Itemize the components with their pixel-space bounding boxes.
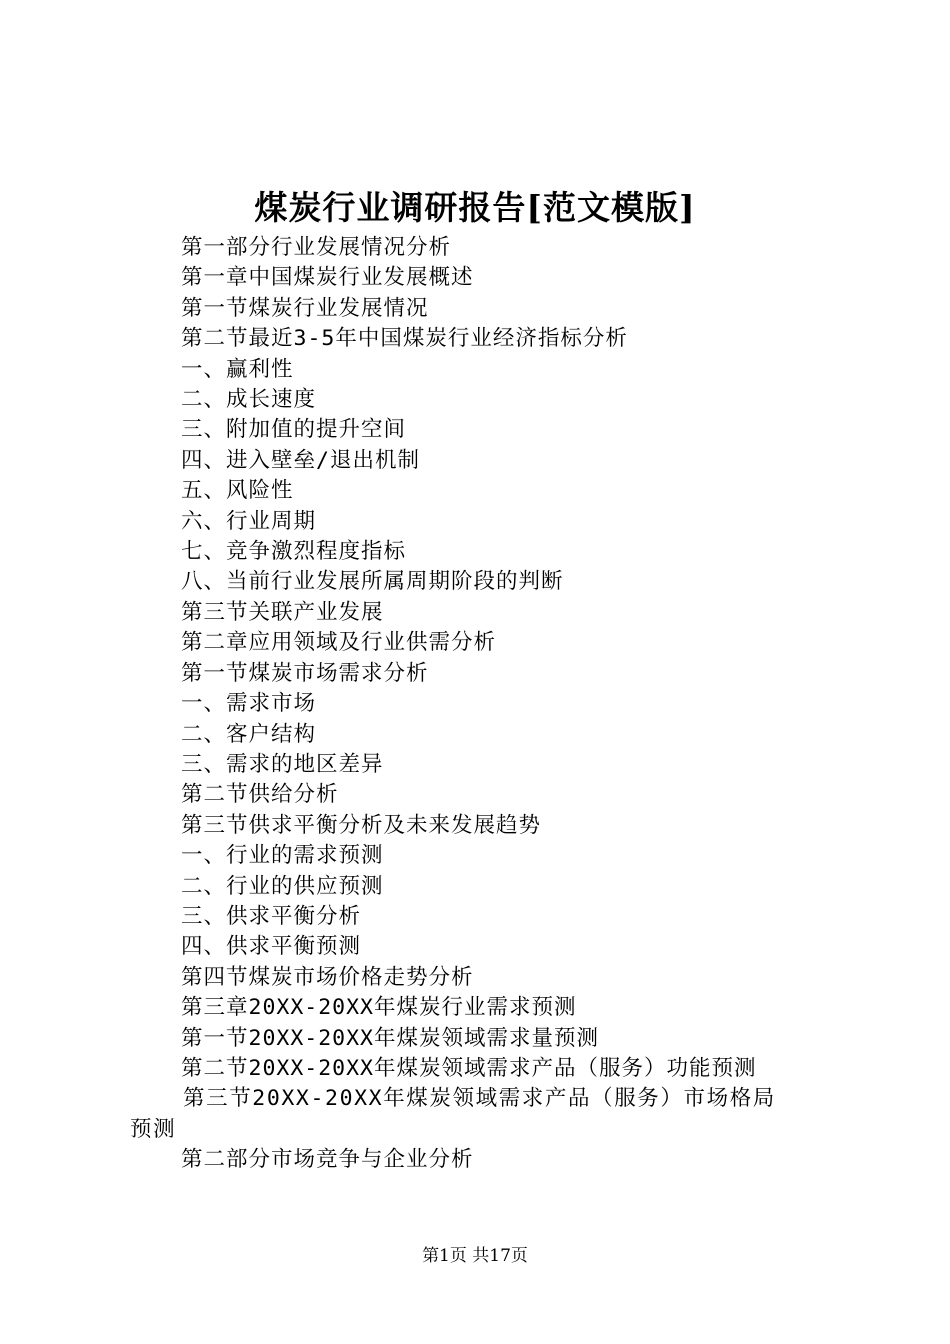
- outline-line: 第三章20XX-20XX年煤炭行业需求预测: [181, 995, 577, 1021]
- outline-line: 第二章应用领域及行业供需分析: [181, 630, 497, 656]
- wrapped-line-first: 第三节20XX-20XX年煤炭领域需求产品（服务）市场格局: [183, 1086, 776, 1112]
- outline-line: 二、行业的供应预测: [181, 873, 384, 899]
- outline-line: 三、供求平衡分析: [181, 903, 362, 929]
- outline-line: 六、行业周期: [181, 508, 317, 534]
- outline-line: 第一章中国煤炭行业发展概述: [181, 265, 474, 291]
- outline-line: 第一节煤炭行业发展情况: [181, 295, 429, 321]
- outline-line: 第四节煤炭市场价格走势分析: [181, 964, 474, 990]
- outline-line-wrapped: [130, 1084, 840, 1145]
- outline-line: 第二节供给分析: [181, 782, 339, 808]
- outline-line: 第三节供求平衡分析及未来发展趋势: [181, 812, 542, 838]
- outline-line: 第二节20XX-20XX年煤炭领域需求产品（服务）功能预测: [181, 1055, 757, 1081]
- outline-line: 一、行业的需求预测: [181, 843, 384, 869]
- outline-line: 八、当前行业发展所属周期阶段的判断: [181, 569, 564, 595]
- outline-line: 第二节最近3-5年中国煤炭行业经济指标分析: [181, 326, 628, 352]
- outline-line: 三、需求的地区差异: [181, 751, 384, 777]
- page-footer: 第1页 共17页: [422, 1246, 528, 1266]
- outline-line: 五、风险性: [181, 478, 294, 504]
- outline-line: 三、附加值的提升空间: [181, 417, 407, 443]
- outline-line: 二、客户结构: [181, 721, 317, 747]
- outline-line: 二、成长速度: [181, 387, 317, 413]
- outline-line: 四、供求平衡预测: [181, 934, 362, 960]
- document-title: 煤炭行业调研报告[范文模版]: [254, 188, 696, 227]
- outline-line: 第二部分市场竞争与企业分析: [181, 1147, 474, 1173]
- outline-line: 七、竞争激烈程度指标: [181, 539, 407, 565]
- wrapped-line-rest: 预测: [130, 1116, 177, 1142]
- outline-line: 一、需求市场: [181, 691, 317, 717]
- outline-line: 第一节煤炭市场需求分析: [181, 660, 429, 686]
- outline-line: 四、进入壁垒/退出机制: [181, 447, 420, 473]
- outline-line: 第一节20XX-20XX年煤炭领域需求量预测: [181, 1025, 599, 1051]
- outline-list: [130, 233, 840, 1176]
- outline-line: 一、赢利性: [181, 356, 294, 382]
- outline-line: 第一部分行业发展情况分析: [181, 235, 452, 260]
- outline-line: 第三节关联产业发展: [181, 599, 384, 625]
